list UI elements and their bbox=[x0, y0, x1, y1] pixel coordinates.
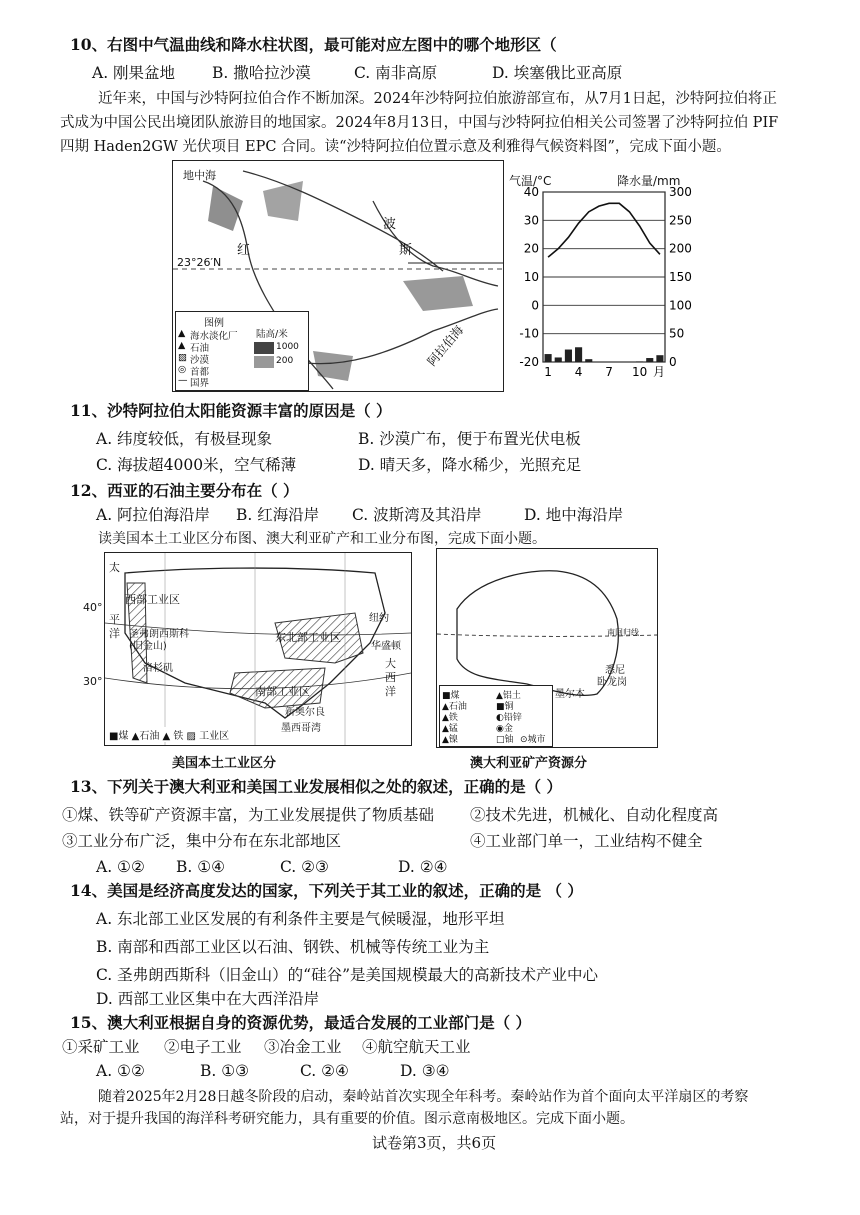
precip-tick-label: 200 bbox=[669, 241, 692, 256]
us-map-caption: 美国本土工业区分 bbox=[172, 756, 277, 771]
q10-options bbox=[92, 62, 812, 84]
q12-option-d[interactable]: D. 地中海沿岸 bbox=[524, 506, 624, 524]
temp-tick-label: 10 bbox=[523, 270, 539, 284]
climate-svg bbox=[505, 168, 705, 390]
page-footer: 试卷第3页，共6页 bbox=[372, 1134, 497, 1152]
label-tropic-capricorn: 南回归线 bbox=[607, 628, 639, 637]
label-west-industry: 西部工业区 bbox=[125, 593, 180, 606]
label-los-angeles: 洛杉矶 bbox=[143, 663, 173, 674]
passage1-line-2: 式成为中国公民出境团队旅游目的地国家。2024年8月13日，中国与沙特阿拉伯相关公司签署了沙特阿拉伯 PIF bbox=[60, 115, 779, 131]
label-arabian-sea: 阿拉伯海 bbox=[424, 322, 467, 369]
precip-bar bbox=[656, 355, 663, 362]
q14-option-a[interactable]: A. 东北部工业区发展的有利条件主要是气候暖湿，地形平坦 bbox=[96, 910, 505, 928]
precip-tick-label: 100 bbox=[669, 298, 692, 313]
q10-option-d[interactable]: D. 埃塞俄比亚高原 bbox=[492, 64, 623, 82]
legend-desert-icon: ▨ bbox=[178, 352, 187, 363]
precip-bar bbox=[565, 350, 572, 362]
passage2-line-2: 站，对于提升我国的海洋科考研究能力，具有重要的价值。图示意南极地区。完成下面小题。 bbox=[60, 1111, 634, 1127]
q14-stem: 14、美国是经济高度发达的国家，下列关于其工业的叙述，正确的是 （ ） bbox=[70, 881, 583, 900]
legend-capital-icon: ◎ bbox=[178, 364, 187, 375]
aus-legend-gold: ◉金 bbox=[496, 724, 513, 734]
q13-item-4: ④工业部门单一，工业结构不健全 bbox=[470, 832, 703, 850]
legend-desal-icon: ▲ bbox=[178, 328, 186, 339]
intro-2: 读美国本土工业区分布图、澳大利亚矿产和工业分布图，完成下面小题。 bbox=[98, 531, 546, 547]
temp-tick-label: 0 bbox=[531, 298, 539, 313]
month-tick-label: 10 bbox=[631, 365, 648, 379]
legend-elev-title: 陆高/米 bbox=[256, 329, 288, 340]
precip-tick-label: 150 bbox=[669, 270, 692, 284]
temp-tick-label: 40 bbox=[523, 185, 539, 199]
q13-option-d[interactable]: D. ②④ bbox=[398, 858, 448, 876]
q15-item-1: ①采矿工业 bbox=[62, 1038, 140, 1056]
label-yang2: 洋 bbox=[385, 685, 396, 698]
q15-option-b[interactable]: B. ①③ bbox=[200, 1062, 250, 1080]
legend-oil-icon: ▲ bbox=[178, 340, 186, 351]
label-red: 红 bbox=[237, 243, 251, 258]
legend-elev-200: 200 bbox=[276, 356, 294, 366]
legend-desert: 沙漠 bbox=[190, 355, 210, 366]
label-lat40: 40° bbox=[83, 601, 103, 614]
q15-item-3: ③冶金工业 bbox=[264, 1038, 342, 1056]
aus-map-caption: 澳大利亚矿产资源分 bbox=[470, 756, 588, 771]
q11-option-b[interactable]: B. 沙漠广布，便于布置光伏电板 bbox=[358, 430, 581, 448]
label-new-york: 纽约 bbox=[369, 613, 389, 624]
label-sydney: 悉尼 bbox=[605, 665, 625, 676]
passage2-line-1: 随着2025年2月28日越冬阶段的启动，秦岭站首次实现全年科考。秦岭站作为首个面向太平洋扇区的考察 bbox=[98, 1089, 749, 1105]
aus-legend-manganese: ▲锰 bbox=[442, 724, 458, 734]
saudi-location-map bbox=[172, 160, 504, 392]
q10-option-c[interactable]: C. 南非高原 bbox=[354, 64, 438, 82]
aus-legend-lead-zinc: ◐铅锌 bbox=[496, 713, 522, 723]
aus-legend-bauxite: ▲铝土 bbox=[496, 691, 521, 701]
q11-option-d[interactable]: D. 晴天多，降水稀少，光照充足 bbox=[358, 456, 582, 474]
label-mediterranean: 地中海 bbox=[183, 169, 216, 182]
q15-option-d[interactable]: D. ③④ bbox=[400, 1062, 450, 1080]
temp-tick-label: 20 bbox=[523, 241, 539, 256]
q12-option-a[interactable]: A. 阿拉伯海沿岸 bbox=[96, 506, 211, 524]
label-bo: 波 bbox=[383, 217, 397, 232]
legend-border: 国界 bbox=[190, 378, 210, 389]
precip-bar bbox=[585, 359, 592, 362]
aus-legend bbox=[439, 685, 553, 747]
q15-item-2: ②电子工业 bbox=[164, 1038, 242, 1056]
aus-legend-coal: ■煤 bbox=[442, 691, 460, 701]
q13-option-c[interactable]: C. ②③ bbox=[280, 858, 329, 876]
aus-legend-nickel: ▲镍 bbox=[442, 735, 458, 745]
aus-legend-city: ⊙城市 bbox=[520, 735, 546, 745]
passage1-line-1: 近年来，中国与沙特阿拉伯合作不断加深。2024年沙特阿拉伯旅游部宣布，从7月1日起，沙特阿拉伯将正 bbox=[98, 91, 777, 107]
q12-stem: 12、西亚的石油主要分布在（ ） bbox=[70, 481, 299, 500]
legend-elev-swatch-low bbox=[254, 356, 274, 368]
q13-option-b[interactable]: B. ①④ bbox=[176, 858, 226, 876]
q11-stem: 11、沙特阿拉伯太阳能资源丰富的原因是（ ） bbox=[70, 401, 392, 420]
legend-capital: 首都 bbox=[190, 367, 210, 378]
temp-tick-label: 30 bbox=[523, 213, 539, 228]
q15-option-a[interactable]: A. ①② bbox=[96, 1062, 145, 1080]
aus-legend-uranium: □铀 bbox=[496, 735, 514, 745]
temp-tick-label: -20 bbox=[519, 355, 539, 369]
aus-legend-copper: ■铜 bbox=[496, 702, 514, 712]
precip-tick-label: 50 bbox=[669, 326, 685, 341]
q13-item-1: ①煤、铁等矿产资源丰富，为工业发展提供了物质基础 bbox=[62, 806, 435, 824]
q12-option-b[interactable]: B. 红海沿岸 bbox=[236, 506, 320, 524]
precip-bar bbox=[646, 358, 653, 362]
label-tai: 太 bbox=[109, 561, 120, 574]
label-si: 斯 bbox=[399, 243, 413, 258]
label-melbourne: 墨尔本 bbox=[555, 689, 585, 700]
q14-option-b[interactable]: B. 南部和西部工业区以石油、钢铁、机械等传统工业为主 bbox=[96, 938, 490, 956]
legend-elev-1000: 1000 bbox=[276, 342, 299, 352]
precip-bar bbox=[555, 357, 562, 362]
label-da: 大 bbox=[385, 657, 396, 670]
q11-option-a[interactable]: A. 纬度较低，有极昼现象 bbox=[96, 430, 273, 448]
q13-item-2: ②技术先进，机械化、自动化程度高 bbox=[470, 806, 719, 824]
q13-stem: 13、下列关于澳大利亚和美国工业发展相似之处的叙述，正确的是（ ） bbox=[70, 777, 562, 796]
q14-option-d[interactable]: D. 西部工业区集中在大西洋沿岸 bbox=[96, 990, 320, 1008]
q15-item-4: ④航空航天工业 bbox=[362, 1038, 471, 1056]
label-new-orleans: 新奥尔良 bbox=[285, 707, 325, 718]
month-tick-label: 4 bbox=[574, 365, 583, 379]
legend-elev-swatch-high bbox=[254, 342, 274, 354]
label-ne-industry: 东北部工业区 bbox=[275, 631, 341, 644]
q13-option-a[interactable]: A. ①② bbox=[96, 858, 145, 876]
q15-option-c[interactable]: C. ②④ bbox=[300, 1062, 349, 1080]
precip-tick-label: 250 bbox=[669, 213, 692, 228]
label-lat30: 30° bbox=[83, 675, 103, 688]
australia-mineral-map bbox=[436, 548, 658, 748]
temp-axis-label: 气温/°C bbox=[509, 174, 552, 188]
label-tropic: 23°26′N bbox=[177, 256, 222, 269]
label-wollongong: 卧龙岗 bbox=[597, 677, 627, 688]
q15-stem: 15、澳大利亚根据自身的资源优势，最适合发展的工业部门是（ ） bbox=[70, 1013, 531, 1032]
label-washington: 华盛顿 bbox=[371, 641, 401, 652]
aus-legend-oil: ▲石油 bbox=[442, 702, 467, 712]
q10-option-b[interactable]: B. 撒哈拉沙漠 bbox=[212, 64, 311, 82]
temp-tick-label: -10 bbox=[519, 326, 539, 341]
passage1-line-3: 四期 Haden2GW 光伏项目 EPC 合同。读“沙特阿拉伯位置示意及利雅得气候资料图”，完成下面小题。 bbox=[60, 139, 731, 155]
q10-option-a[interactable]: A. 刚果盆地 bbox=[92, 64, 176, 82]
label-yang: 洋 bbox=[109, 627, 120, 640]
q14-option-c[interactable]: C. 圣弗朗西斯科（旧金山）的“硅谷”是美国规模最大的高新技术产业中心 bbox=[96, 966, 599, 984]
q12-option-c[interactable]: C. 波斯湾及其沿岸 bbox=[352, 506, 482, 524]
aus-legend-iron: ▲铁 bbox=[442, 713, 458, 723]
label-san-francisco: 圣弗朗西斯科 bbox=[129, 629, 189, 640]
precip-tick-label: 300 bbox=[669, 185, 692, 199]
precip-tick-label: 0 bbox=[669, 355, 677, 369]
map1-legend bbox=[175, 311, 309, 391]
q13-item-3: ③工业分布广泛，集中分布在东北部地区 bbox=[62, 832, 342, 850]
label-south-industry: 南部工业区 bbox=[255, 685, 310, 698]
climate-chart bbox=[505, 168, 705, 390]
us-industry-map bbox=[83, 552, 412, 746]
precip-bar bbox=[575, 347, 582, 362]
month-tick-label: 7 bbox=[605, 365, 613, 379]
legend-border-icon: — bbox=[178, 375, 188, 386]
label-ping: 平 bbox=[109, 613, 120, 626]
q10-stem: 10、右图中气温曲线和降水柱状图，最可能对应左图中的哪个地形区（ bbox=[70, 35, 557, 54]
legend-desal: 海水淡化厂 bbox=[190, 331, 238, 342]
legend-title: 图例 bbox=[204, 318, 224, 329]
precip-bar bbox=[545, 354, 552, 362]
month-tick-label: 1 bbox=[544, 365, 552, 379]
us-map-legend: ■煤 ▲石油 ▲ 铁 ▨ 工业区 bbox=[109, 727, 229, 742]
precip-bar bbox=[636, 361, 643, 362]
label-gulf-mexico: 墨西哥湾 bbox=[281, 723, 321, 734]
label-xi: 西 bbox=[385, 671, 396, 684]
q11-option-c[interactable]: C. 海拔超4000米，空气稀薄 bbox=[96, 456, 297, 474]
month-unit-label: 月 bbox=[652, 365, 666, 379]
precip-axis-label: 降水量/mm bbox=[617, 174, 681, 188]
legend-oil: 石油 bbox=[190, 343, 210, 354]
label-sf-old: (旧金山) bbox=[129, 641, 167, 652]
